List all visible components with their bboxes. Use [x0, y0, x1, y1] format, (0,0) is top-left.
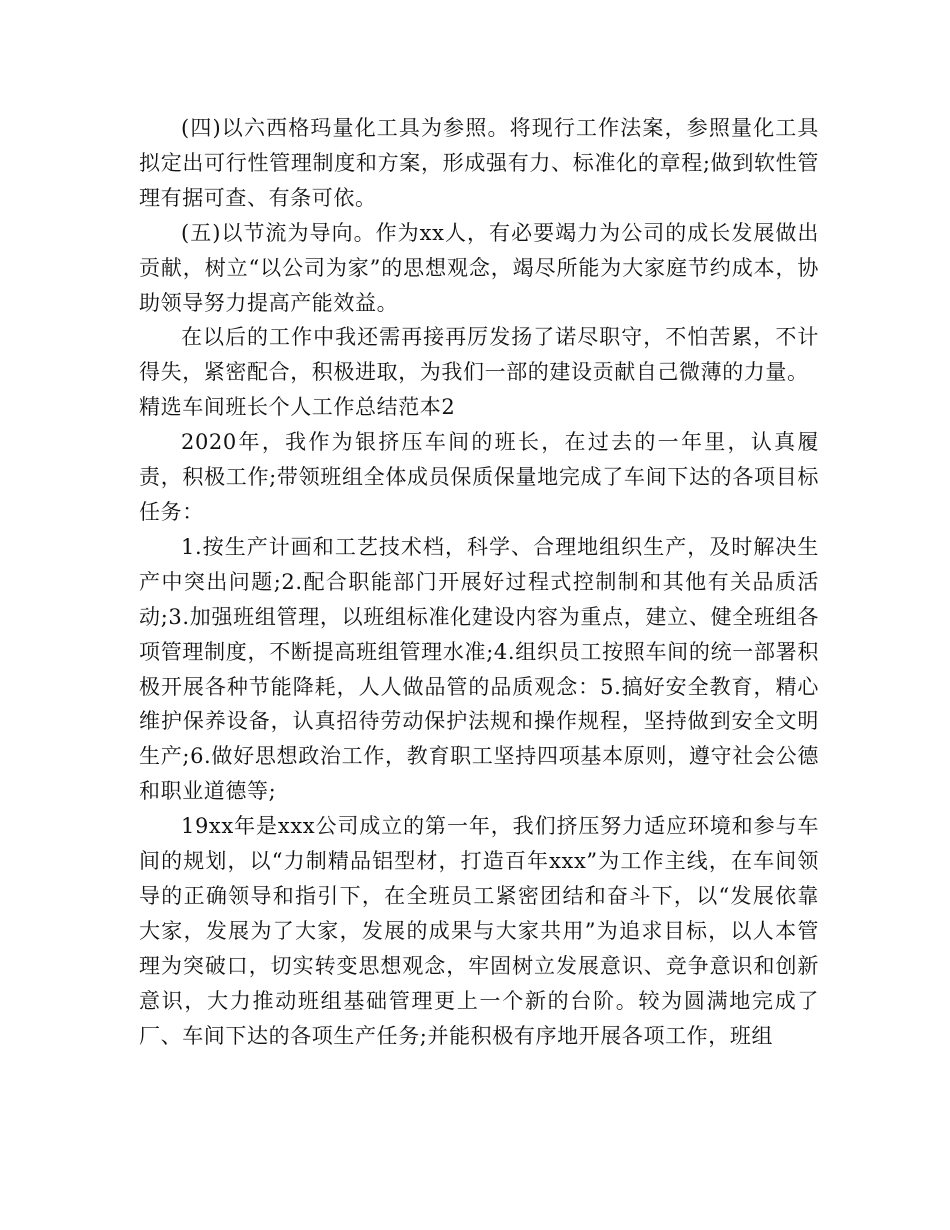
paragraph: 在以后的工作中我还需再接再厉发扬了诺尽职守，不怕苦累，不计得失，紧密配合，积极进取，为我们一部的建设贡献自己微薄的力量。	[139, 325, 819, 385]
paragraph: (四)以六西格玛量化工具为参照。将现行工作法案，参照量化工具拟定出可行性管理制度和方案，形成强有力、标准化的章程;做到软性管理有据可查、有条可依。	[139, 116, 819, 210]
paragraph: 2020年，我作为银挤压车间的班长，在过去的一年里，认真履责，积极工作;带领班组全体成员保质保量地完成了车间下达的各项目标任务：	[139, 430, 819, 524]
paragraph: 1.按生产计画和工艺技术档，科学、合理地组织生产，及时解决生产中突出问题;2.配合职能部门开展好过程式控制制和其他有关品质活动;3.加强班组管理，以班组标准化建设内容为重点，建立、健全班组各项管理制度，不断提高班组管理水准;4.组织员工按照车间的统一部署积极开展各种节能降耗，人人做品管的品质观念：5.搞好安全教育，精心维护保养设备，认真招待劳动保护法规和操作规程，坚持做到安全文明生产;6.做好思想政治工作，教育职工坚持四项基本原则，遵守社会公德和职业道德等;	[139, 534, 819, 804]
paragraph: (五)以节流为导向。作为xx人，有必要竭力为公司的成长发展做出贡献，树立“以公司为家”的思想观念，竭尽所能为大家庭节约成本，协助领导努力提高产能效益。	[139, 220, 819, 315]
section-heading: 精选车间班长个人工作总结范本2	[139, 395, 456, 420]
paragraph: 19xx年是xxx公司成立的第一年，我们挤压努力适应环境和参与车间的规划，以“力制精品铝型材，打造百年xxx”为工作主线，在车间领导的正确领导和指引下，在全班员工紧密团结和奋斗下，以“发展依靠大家，发展为了大家，发展的成果与大家共用”为追求目标，以人本管理为突破口，切实转变思想观念，牢固树立发展意识、竞争意识和创新意识，大力推动班组基础管理更上一个新的台阶。较为圆满地完成了厂、车间下达的各项生产任务;并能积极有序地开展各项工作，班组	[139, 814, 819, 1048]
document-body	[139, 111, 819, 1053]
